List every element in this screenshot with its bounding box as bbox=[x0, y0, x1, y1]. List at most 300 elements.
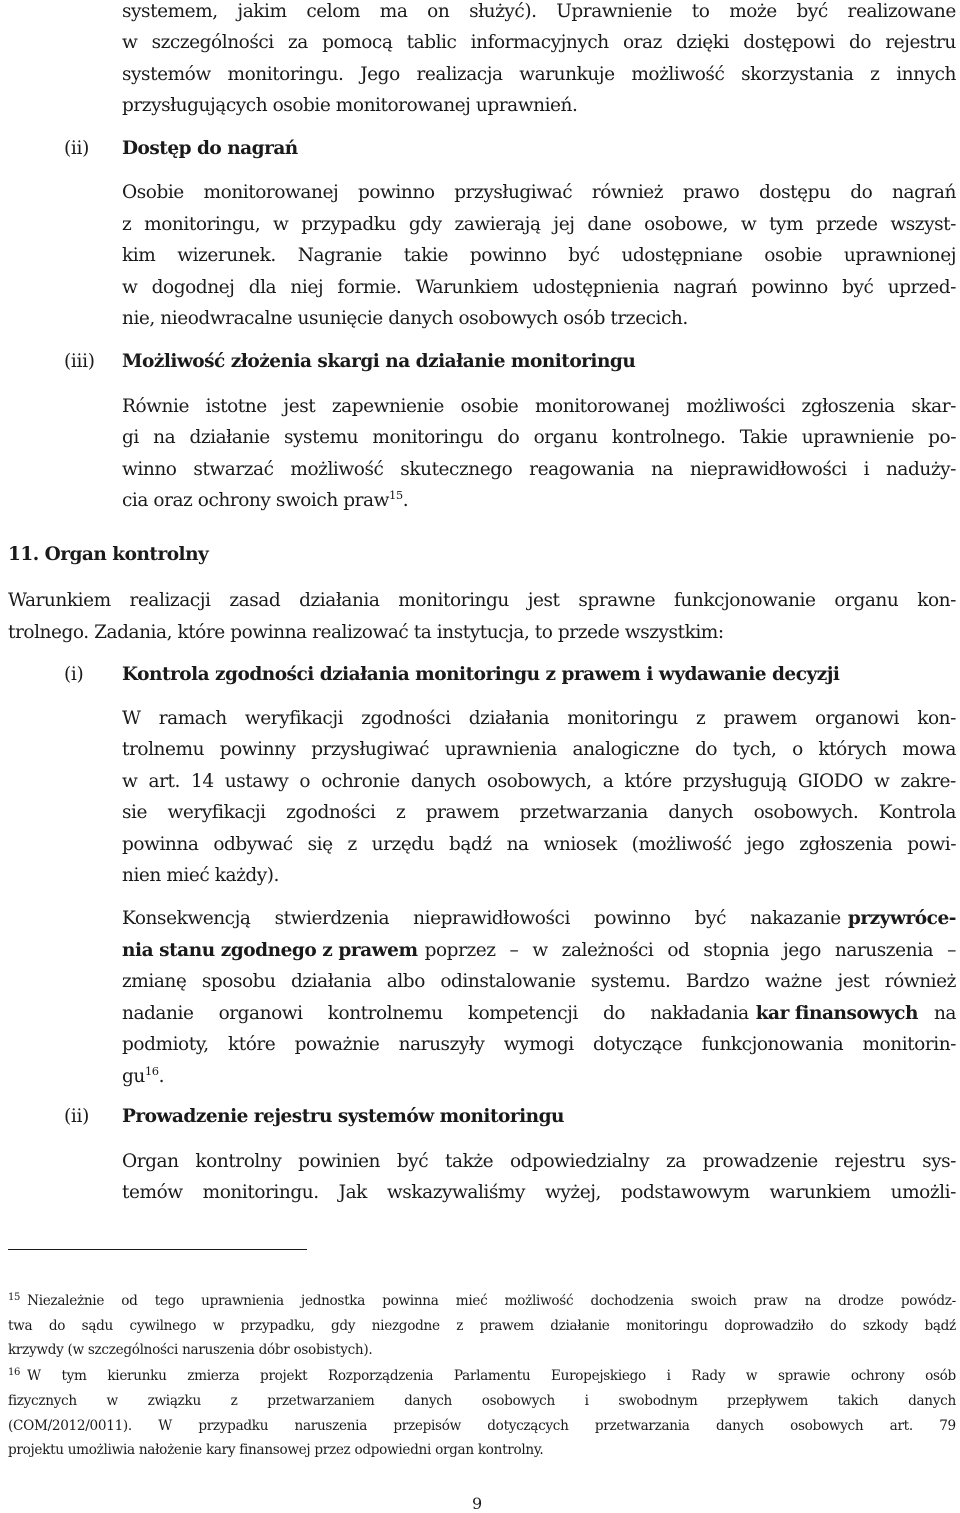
access-line-1 bbox=[122, 181, 956, 205]
word: umożli- bbox=[890, 1182, 956, 1203]
control-line-6: nien mieć każdy). bbox=[122, 865, 279, 886]
word: swoich bbox=[690, 1293, 737, 1309]
word: niej bbox=[290, 277, 324, 298]
word: z bbox=[122, 214, 132, 235]
word: służyć). bbox=[469, 1, 537, 22]
word: na bbox=[651, 459, 674, 480]
word: to bbox=[691, 1, 710, 22]
word: nieprawidłowości bbox=[413, 908, 570, 929]
word: podmioty, bbox=[122, 1034, 209, 1055]
subsection-heading: Kontrola zgodności działania monitoringu z prawem i wydawanie decyzji bbox=[122, 664, 840, 685]
word: również bbox=[591, 182, 664, 203]
word: w bbox=[122, 32, 138, 53]
word: przetwarzaniem bbox=[267, 1393, 375, 1409]
word: takich bbox=[837, 1393, 879, 1409]
word: o bbox=[792, 739, 803, 760]
word: jest bbox=[527, 590, 560, 611]
word: tym bbox=[769, 214, 804, 235]
word: powinien bbox=[298, 1151, 380, 1172]
word: szczególności bbox=[151, 32, 274, 53]
footnote-ref-16[interactable]: 16 bbox=[144, 1064, 159, 1078]
word: uprawnienia bbox=[444, 739, 557, 760]
word: sie bbox=[122, 802, 148, 823]
word: osób bbox=[925, 1368, 956, 1384]
access-line-5: nie, nieodwracalne usunięcie danych osobowych osób trzecich. bbox=[122, 308, 688, 329]
word: na bbox=[804, 1293, 821, 1309]
word: weryfikacji bbox=[244, 708, 344, 729]
word: dogodnej bbox=[151, 277, 235, 298]
word: jakim bbox=[237, 1, 287, 22]
subsection-marker: (iii) bbox=[64, 351, 95, 372]
word: osobowych. bbox=[753, 802, 859, 823]
word: drodze bbox=[838, 1293, 884, 1309]
word: do bbox=[850, 182, 873, 203]
word: kon- bbox=[917, 590, 956, 611]
word: Bardzo bbox=[685, 971, 750, 992]
word: tym bbox=[61, 1368, 87, 1384]
word: (możliwość bbox=[631, 834, 732, 855]
word: Warunkiem bbox=[415, 277, 519, 298]
word: na bbox=[506, 834, 529, 855]
word: dotyczące bbox=[593, 1034, 683, 1055]
word: organowi bbox=[814, 708, 900, 729]
word: tych, bbox=[732, 739, 777, 760]
word: zapewnienie bbox=[331, 396, 444, 417]
word: art. bbox=[148, 771, 180, 792]
intro-line-1 bbox=[122, 0, 956, 24]
word: Konsekwencją bbox=[122, 908, 251, 929]
word: prawem bbox=[479, 1318, 534, 1334]
word: sprawne bbox=[578, 590, 656, 611]
access-line-3 bbox=[122, 244, 956, 268]
word: działanie bbox=[189, 427, 270, 448]
word: jest bbox=[837, 971, 870, 992]
word: temów bbox=[122, 1182, 183, 1203]
word: osobie bbox=[460, 396, 519, 417]
word: danych bbox=[410, 771, 476, 792]
word: ważne bbox=[764, 971, 823, 992]
word: tablic bbox=[406, 32, 457, 53]
word: kompetencji bbox=[467, 1003, 578, 1024]
word: powódz- bbox=[900, 1293, 956, 1309]
word: poważnie bbox=[294, 1034, 380, 1055]
access-line-2 bbox=[122, 213, 956, 237]
intro-line-2 bbox=[122, 31, 956, 55]
word: powinny bbox=[219, 739, 296, 760]
word: zgodności bbox=[286, 802, 376, 823]
word: osobowych bbox=[790, 1418, 864, 1434]
word: monitorowanej bbox=[203, 182, 339, 203]
word: zakre- bbox=[900, 771, 956, 792]
word: działanie bbox=[550, 1318, 610, 1334]
word: skutecznego bbox=[400, 459, 513, 480]
word: o bbox=[299, 771, 311, 792]
word: dla bbox=[248, 277, 277, 298]
word: naruszenia bbox=[834, 940, 934, 961]
word: systemu bbox=[284, 427, 359, 448]
word: monitoringu, bbox=[144, 214, 261, 235]
word: naduży- bbox=[885, 459, 956, 480]
word: celom bbox=[306, 1, 361, 22]
word: zgłoszenia bbox=[801, 396, 895, 417]
word: winno bbox=[122, 459, 177, 480]
word: przepływem bbox=[727, 1393, 808, 1409]
word: zasad bbox=[229, 590, 281, 611]
subsection-marker: (ii) bbox=[64, 138, 90, 159]
word: powinno bbox=[751, 277, 828, 298]
word: stwarzać bbox=[193, 459, 274, 480]
word: do bbox=[48, 1318, 66, 1334]
word: monitorowanej bbox=[534, 396, 670, 417]
word: nakładania bbox=[650, 1003, 749, 1024]
word: monitoringu. bbox=[227, 64, 344, 85]
word: udostępnienia bbox=[532, 277, 659, 298]
word: od bbox=[667, 940, 690, 961]
consequence-line-5 bbox=[122, 1033, 956, 1057]
word: wyżej, bbox=[545, 1182, 601, 1203]
word: informacyjnych bbox=[470, 32, 609, 53]
control-line-5 bbox=[122, 833, 956, 857]
word: być bbox=[568, 245, 600, 266]
word: wskazywaliśmy bbox=[386, 1182, 526, 1203]
intro-line-3 bbox=[122, 63, 956, 87]
word: mieć bbox=[455, 1293, 488, 1309]
word: jednostka bbox=[301, 1293, 366, 1309]
word: funkcjonowanie bbox=[674, 590, 816, 611]
control-line-1 bbox=[122, 707, 956, 731]
word: być bbox=[796, 1, 828, 22]
word: dochodzenia bbox=[590, 1293, 674, 1309]
word: danych bbox=[404, 1393, 452, 1409]
period: . bbox=[402, 490, 409, 511]
word: Europejskiego bbox=[551, 1368, 646, 1384]
word: niezgodne bbox=[371, 1318, 440, 1334]
word: prowadzenie bbox=[702, 1151, 818, 1172]
word: skar- bbox=[911, 396, 956, 417]
word: odbywać bbox=[213, 834, 293, 855]
word: z bbox=[696, 708, 706, 729]
register-line-1 bbox=[122, 1150, 956, 1174]
word: wizerunek. bbox=[177, 245, 276, 266]
word: być bbox=[694, 908, 726, 929]
subsection-marker: (i) bbox=[64, 664, 84, 685]
word: dostępowi bbox=[743, 32, 835, 53]
word: i bbox=[666, 1368, 671, 1384]
word: oraz bbox=[622, 32, 662, 53]
consequence-line-1 bbox=[122, 907, 956, 931]
word: uprawnienia bbox=[201, 1293, 284, 1309]
section-heading: 11. Organ kontrolny bbox=[8, 544, 209, 565]
word: innych bbox=[896, 64, 956, 85]
word: nagrań bbox=[673, 277, 738, 298]
word: Rady bbox=[691, 1368, 726, 1384]
consequence-line-3 bbox=[122, 970, 956, 994]
page-number: 9 bbox=[472, 1494, 483, 1513]
word: z bbox=[347, 834, 357, 855]
word: także bbox=[445, 1151, 494, 1172]
footnote-15-line-2 bbox=[8, 1317, 956, 1335]
word: Jak bbox=[338, 1182, 367, 1203]
bold-restore-a: przywróce- bbox=[847, 908, 956, 929]
word: $^{16}$ W bbox=[8, 1367, 41, 1384]
word: nagrań bbox=[892, 182, 956, 203]
word: Rozporządzenia bbox=[327, 1368, 434, 1384]
subsection-marker: (ii) bbox=[64, 1106, 90, 1127]
word: przysługiwać bbox=[454, 182, 573, 203]
control-line-3 bbox=[122, 770, 956, 794]
footnote-number: 15 bbox=[8, 1292, 21, 1303]
word: możliwość bbox=[290, 459, 384, 480]
word: do bbox=[848, 32, 872, 53]
word: osobowe, bbox=[644, 214, 728, 235]
word: w bbox=[740, 214, 757, 235]
word: kierunku bbox=[107, 1368, 167, 1384]
word: swobodnym bbox=[618, 1393, 698, 1409]
word: osobowych, bbox=[486, 771, 592, 792]
word: twa bbox=[8, 1318, 33, 1334]
word: GIODO bbox=[797, 771, 863, 792]
word: Warunkiem bbox=[8, 590, 111, 611]
word: kontrolnego. bbox=[611, 427, 726, 448]
word: zgodności bbox=[361, 708, 451, 729]
word: zawierają bbox=[454, 214, 541, 235]
word: być bbox=[396, 1151, 429, 1172]
word: (COM/2012/0011). bbox=[8, 1418, 132, 1434]
word: naruszyły bbox=[398, 1034, 485, 1055]
word: być bbox=[842, 277, 874, 298]
complaint-last-text: cia oraz ochrony swoich praw bbox=[122, 490, 389, 511]
word: organu bbox=[533, 427, 598, 448]
word: ma bbox=[379, 1, 408, 22]
word: Nagranie bbox=[297, 245, 382, 266]
word: – bbox=[947, 940, 956, 961]
word: możliwość bbox=[504, 1293, 574, 1309]
word: jego bbox=[746, 834, 785, 855]
word: danych bbox=[908, 1393, 956, 1409]
consequence-line-2 bbox=[122, 939, 956, 963]
word: jego bbox=[783, 940, 821, 961]
word: Uprawnienie bbox=[556, 1, 673, 22]
word: szkody bbox=[862, 1318, 908, 1334]
word: formie. bbox=[337, 277, 402, 298]
word: kon- bbox=[917, 708, 956, 729]
bold-fines: kar finansowych bbox=[755, 1003, 918, 1024]
word: monitoringu bbox=[626, 1318, 708, 1334]
word: dotyczących bbox=[487, 1418, 569, 1434]
word: możliwości bbox=[686, 396, 785, 417]
complaint-line-3 bbox=[122, 458, 956, 482]
consequence-line-4 bbox=[122, 1002, 956, 1026]
word: Jego bbox=[360, 64, 400, 85]
word: jej bbox=[553, 214, 575, 235]
word: rejestru bbox=[834, 1151, 906, 1172]
word: dane bbox=[587, 214, 632, 235]
word: realizacja bbox=[416, 64, 503, 85]
word: stwierdzenia bbox=[274, 908, 390, 929]
word: powinno bbox=[357, 182, 435, 203]
word: cywilnego bbox=[129, 1318, 197, 1334]
access-line-4 bbox=[122, 276, 956, 300]
word: osobowych bbox=[481, 1393, 555, 1409]
section11-line-2: trolnego. Zadania, które powinna realizować ta instytucja, to przede wszystkim: bbox=[8, 622, 724, 643]
word: $^{15}$ Niezależnie bbox=[8, 1292, 105, 1309]
word: warunkuje bbox=[519, 64, 615, 85]
word: w bbox=[273, 214, 289, 235]
word: powinno bbox=[594, 908, 671, 929]
word: i bbox=[584, 1393, 589, 1409]
word: w bbox=[874, 771, 890, 792]
word: przetwarzania bbox=[519, 802, 648, 823]
footnote-16-line-2 bbox=[8, 1392, 956, 1410]
word: do bbox=[694, 739, 718, 760]
word: do bbox=[497, 427, 520, 448]
consequence-l1-words bbox=[122, 907, 848, 931]
word: przypadku bbox=[198, 1418, 269, 1434]
section11-line-1 bbox=[8, 589, 956, 613]
word: on bbox=[427, 1, 450, 22]
word: dostępu bbox=[759, 182, 831, 203]
word: danych bbox=[668, 802, 734, 823]
word: prawem bbox=[723, 708, 797, 729]
complaint-line-1 bbox=[122, 395, 956, 419]
word: monitoringu bbox=[567, 708, 678, 729]
word: zmianę bbox=[122, 971, 187, 992]
period: . bbox=[158, 1066, 165, 1087]
word: systemu. bbox=[590, 971, 671, 992]
consequence-line-6 bbox=[122, 1065, 164, 1089]
word: za bbox=[287, 32, 308, 53]
word: odpowiedzialny bbox=[509, 1151, 650, 1172]
word: systemem, bbox=[122, 1, 218, 22]
word: działania bbox=[468, 708, 550, 729]
word: fizycznych bbox=[8, 1393, 77, 1409]
footnote-16-line-4: projektu umożliwia nałożenie kary finansowej przez odpowiedni organ kontrolny. bbox=[8, 1442, 544, 1458]
word: osobie bbox=[764, 245, 823, 266]
word: organowi bbox=[218, 1003, 303, 1024]
consequence-l4-end: na bbox=[933, 1003, 956, 1024]
word: sys- bbox=[922, 1151, 956, 1172]
word: reagowania bbox=[529, 459, 635, 480]
word: ustawy bbox=[224, 771, 289, 792]
word: prawem bbox=[425, 802, 500, 823]
word: albo bbox=[386, 971, 425, 992]
word: jest bbox=[283, 396, 316, 417]
word: doprowadziło bbox=[724, 1318, 814, 1334]
consequence-l2-words bbox=[425, 939, 956, 963]
subsection-heading: Prowadzenie rejestru systemów monitoringu bbox=[122, 1106, 564, 1127]
word: z bbox=[456, 1318, 464, 1334]
word: 79 bbox=[939, 1418, 956, 1434]
footnote-separator bbox=[8, 1249, 307, 1250]
word: i bbox=[863, 459, 870, 480]
word: zgłoszenia bbox=[799, 834, 893, 855]
word: weryfikacji bbox=[167, 802, 266, 823]
word: projekt bbox=[260, 1368, 308, 1384]
footnote-number: 16 bbox=[8, 1367, 21, 1378]
word: nakazanie bbox=[750, 908, 841, 929]
word: kim bbox=[122, 245, 156, 266]
word: w bbox=[122, 277, 138, 298]
word: warunkiem bbox=[769, 1182, 871, 1203]
word: 14 bbox=[191, 771, 214, 792]
word: działania bbox=[299, 590, 380, 611]
word: sposobu bbox=[201, 971, 276, 992]
word: przypadku bbox=[301, 214, 396, 235]
word: istotne bbox=[205, 396, 267, 417]
word: z bbox=[395, 802, 406, 823]
word: takie bbox=[403, 245, 448, 266]
word: realizacji bbox=[129, 590, 211, 611]
word: danych bbox=[715, 1418, 764, 1434]
word: rejestru bbox=[885, 32, 956, 53]
word: zależności bbox=[561, 940, 654, 961]
word: się bbox=[307, 834, 333, 855]
word: przepisów bbox=[393, 1418, 461, 1434]
word: urzędu bbox=[371, 834, 435, 855]
word: zmierza bbox=[187, 1368, 240, 1384]
word: do bbox=[829, 1318, 847, 1334]
subsection-heading: Możliwość złożenia skargi na działanie monitoringu bbox=[122, 351, 636, 372]
word: monitoringu bbox=[372, 427, 483, 448]
footnote-ref-15[interactable]: 15 bbox=[388, 488, 403, 502]
word: realizowane bbox=[847, 1, 956, 22]
word: przetwarzania bbox=[594, 1418, 690, 1434]
word: w bbox=[745, 1368, 758, 1384]
word: gdy bbox=[408, 214, 442, 235]
word: na bbox=[153, 427, 176, 448]
word: przysługiwać bbox=[311, 739, 430, 760]
word: powinno bbox=[469, 245, 547, 266]
word: z bbox=[230, 1393, 238, 1409]
word: wniosek bbox=[543, 834, 617, 855]
word: ochronie bbox=[321, 771, 400, 792]
word: sądu bbox=[81, 1318, 114, 1334]
word: organu bbox=[834, 590, 899, 611]
word: tego bbox=[154, 1293, 184, 1309]
word: ochrony bbox=[850, 1368, 905, 1384]
word: w bbox=[212, 1318, 225, 1334]
word: od bbox=[121, 1293, 138, 1309]
word: gdy bbox=[330, 1318, 356, 1334]
word: bądź bbox=[449, 834, 492, 855]
word: nadanie bbox=[122, 1003, 194, 1024]
word: wymogi bbox=[503, 1034, 574, 1055]
word: przede bbox=[816, 214, 878, 235]
word: funkcjonowania bbox=[701, 1034, 844, 1055]
word: systemów bbox=[122, 64, 211, 85]
footnote-15-line-1 bbox=[8, 1292, 956, 1310]
word: sprawie bbox=[777, 1368, 831, 1384]
word: W bbox=[122, 708, 141, 729]
word: za bbox=[666, 1151, 686, 1172]
word: udostępniane bbox=[621, 245, 743, 266]
word: monitoringu bbox=[398, 590, 509, 611]
consequence-l6-text: gu bbox=[122, 1066, 145, 1087]
footnote-15-line-3: krzywdy (w szczególności naruszenia dóbr osobistych). bbox=[8, 1342, 373, 1358]
word: po- bbox=[928, 427, 956, 448]
word: Parlamentu bbox=[453, 1368, 531, 1384]
word: do bbox=[603, 1003, 626, 1024]
control-line-4 bbox=[122, 801, 956, 825]
intro-line-4: przysługujących osobie monitorowanej uprawnień. bbox=[122, 95, 578, 116]
subsection-heading: Dostęp do nagrań bbox=[122, 138, 298, 159]
word: W bbox=[158, 1418, 172, 1434]
word: monitoringu. bbox=[202, 1182, 319, 1203]
word: również bbox=[884, 971, 956, 992]
word: Kontrola bbox=[878, 802, 956, 823]
word: ramach bbox=[158, 708, 227, 729]
register-line-2 bbox=[122, 1181, 956, 1205]
